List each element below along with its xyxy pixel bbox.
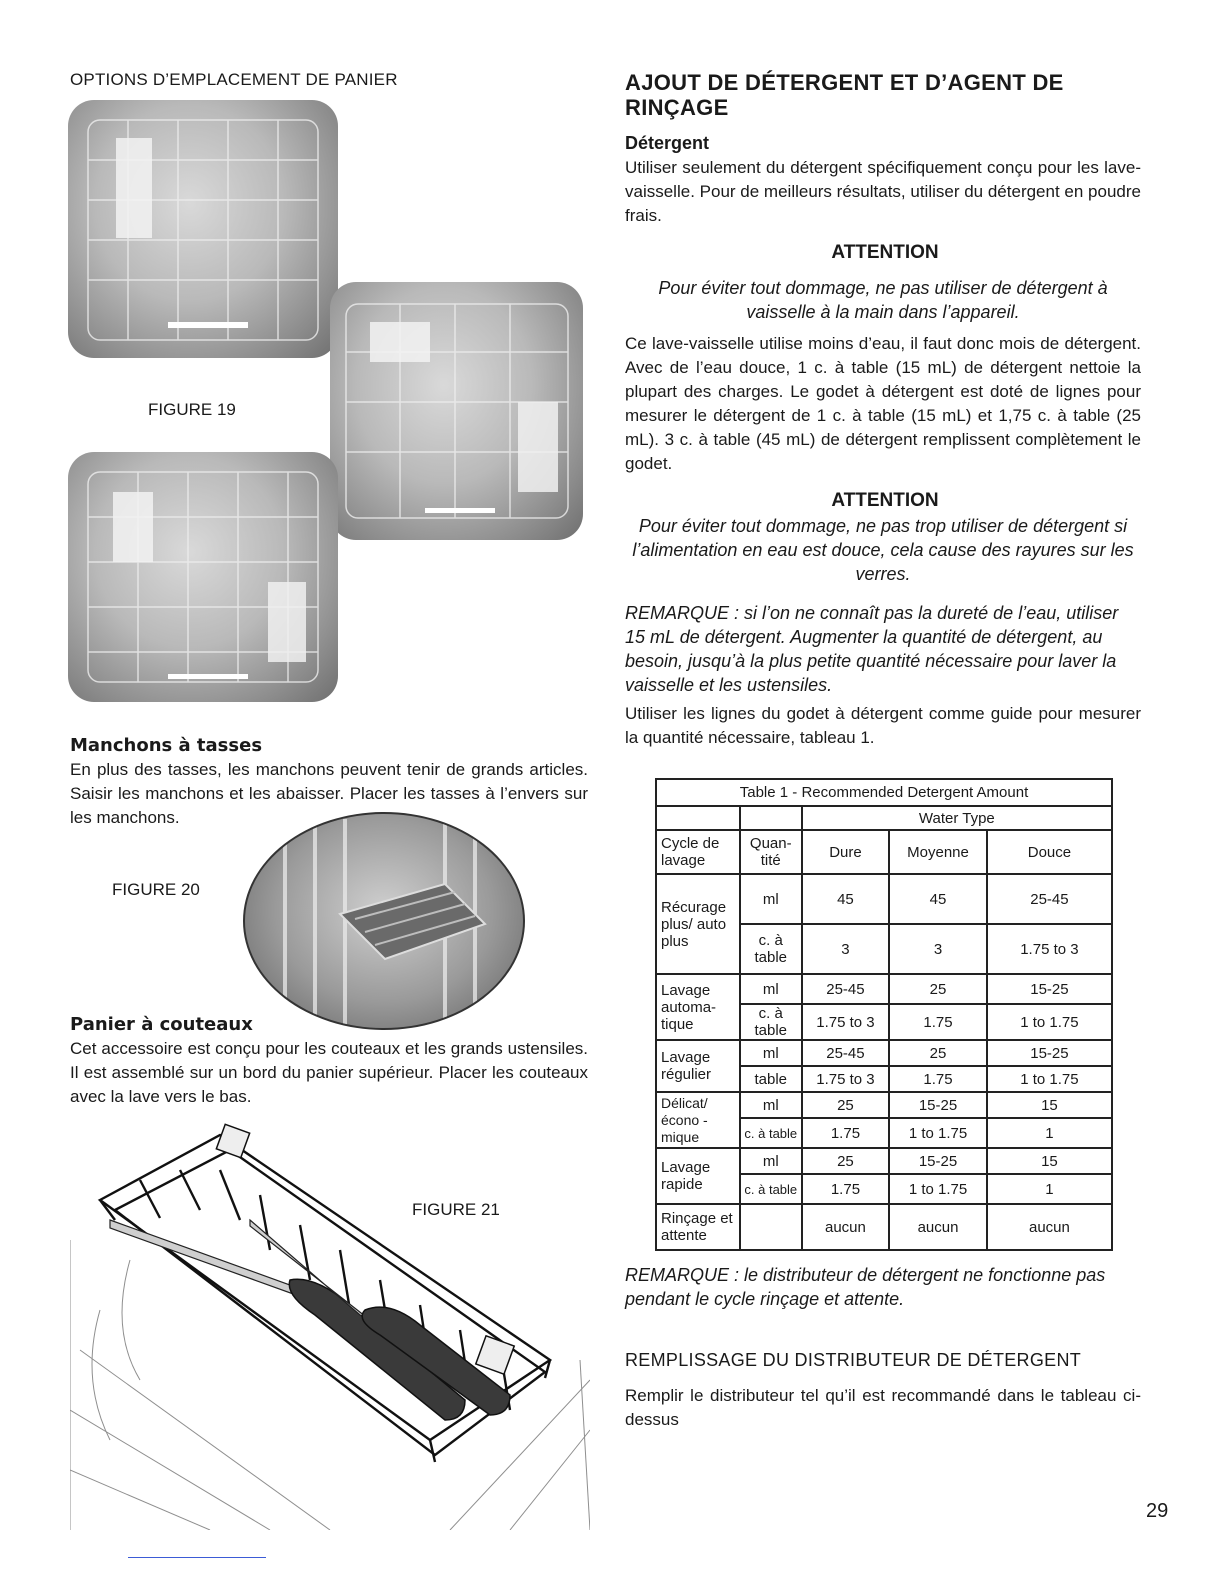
detergent-amount-text: Ce lave-vaisselle utilise moins d’eau, il faut donc mois de détergent. Avec de l’eau douce, 1 c. à table (15 mL) de détergent nettoie la plupart des charges. Le godet à détergent est doté de lignes pour mesurer le détergent de 1 c. à table (15 mL) et 1,75 c. à table (25 mL). 3 c. à table (45 mL) de détergent remplissent complètement le godet. bbox=[625, 334, 1141, 473]
value-moyenne: 1 to 1.75 bbox=[889, 1118, 987, 1148]
rack-photo-top-drawing bbox=[68, 100, 338, 358]
unit-cell: c. à table bbox=[740, 1174, 802, 1204]
attention-text-1: Pour éviter tout dommage, ne pas utiliser de détergent à vaisselle à la main dans l’appareil. bbox=[658, 278, 1108, 322]
value-dure: 1.75 bbox=[802, 1174, 890, 1204]
attention-heading-1: ATTENTION bbox=[831, 242, 939, 263]
value-moyenne: 1.75 bbox=[889, 1066, 987, 1092]
value-dure: 1.75 to 3 bbox=[802, 1066, 890, 1092]
cycle-name: Récurage plus/ auto plus bbox=[656, 874, 740, 974]
cup-shelf-photo bbox=[243, 812, 525, 1030]
value-moyenne: 25 bbox=[889, 974, 987, 1004]
value-dure: 25-45 bbox=[802, 1040, 890, 1066]
measure-guide-text: Utiliser les lignes du godet à détergent comme guide pour mesurer la quantité nécessaire, tableau 1. bbox=[625, 704, 1141, 747]
value-moyenne: 15-25 bbox=[889, 1148, 987, 1174]
detergent-section-title bbox=[625, 70, 1145, 120]
rack-photo-middle-drawing bbox=[330, 282, 583, 540]
unit-cell: ml bbox=[740, 1092, 802, 1118]
value-moyenne: 1.75 bbox=[889, 1004, 987, 1040]
value-douce: 15 bbox=[987, 1092, 1112, 1118]
attention-heading-2: ATTENTION bbox=[831, 490, 939, 511]
value-moyenne: 1 to 1.75 bbox=[889, 1174, 987, 1204]
col-header-quantity: Quan- tité bbox=[740, 830, 802, 874]
col-header-cycle: Cycle de lavage bbox=[656, 830, 740, 874]
cup-shelf-heading: Manchons à tasses bbox=[70, 735, 263, 756]
attention-text-2: Pour éviter tout dommage, ne pas trop utiliser de détergent si l’alimentation en eau est douce, cela cause des rayures sur les verres. bbox=[632, 516, 1134, 584]
remarque-2: REMARQUE : le distributeur de détergent ne fonctionne pas pendant le cycle rinçage et attente. bbox=[625, 1265, 1106, 1309]
value-dure: 25-45 bbox=[802, 974, 890, 1004]
value-moyenne: 15-25 bbox=[889, 1092, 987, 1118]
table-caption: Table 1 - Recommended Detergent Amount bbox=[656, 779, 1112, 806]
cup-shelf-drawing bbox=[245, 814, 523, 1028]
unit-cell: ml bbox=[740, 874, 802, 924]
value-douce: 1 to 1.75 bbox=[987, 1066, 1112, 1092]
col-header-dure: Dure bbox=[802, 830, 890, 874]
col-header-douce: Douce bbox=[987, 830, 1112, 874]
value-dure: 3 bbox=[802, 924, 890, 974]
table-header-empty bbox=[656, 806, 740, 830]
figure-20-label: FIGURE 20 bbox=[112, 880, 200, 899]
rack-photo-bottom-drawing bbox=[68, 452, 338, 702]
unit-cell bbox=[740, 1204, 802, 1250]
value-dure: 45 bbox=[802, 874, 890, 924]
value-douce: 15 bbox=[987, 1148, 1112, 1174]
value-dure: 1.75 bbox=[802, 1118, 890, 1148]
cycle-name: Lavage rapide bbox=[656, 1148, 740, 1204]
value-douce: 15-25 bbox=[987, 974, 1112, 1004]
footer-rule bbox=[128, 1557, 266, 1558]
water-type-header: Water Type bbox=[802, 806, 1112, 830]
unit-cell: c. à table bbox=[740, 1004, 802, 1040]
section-title: OPTIONS D’EMPLACEMENT DE PANIER bbox=[70, 70, 398, 89]
value-dure: 1.75 to 3 bbox=[802, 1004, 890, 1040]
value-moyenne: 3 bbox=[889, 924, 987, 974]
table-row bbox=[656, 1148, 1112, 1174]
value-dure: aucun bbox=[802, 1204, 890, 1250]
cycle-name: Délicat/ écono -mique bbox=[656, 1092, 740, 1148]
knife-basket-illustration bbox=[70, 1110, 590, 1530]
rack-photo-bottom bbox=[68, 452, 338, 702]
title-line-2: RINÇAGE bbox=[625, 95, 729, 120]
value-douce: 1 bbox=[987, 1174, 1112, 1204]
fill-dispenser-heading: REMPLISSAGE DU DISTRIBUTEUR DE DÉTERGENT bbox=[625, 1350, 1082, 1370]
table-row bbox=[656, 874, 1112, 924]
unit-cell: c. à table bbox=[740, 1118, 802, 1148]
figure-21-label: FIGURE 21 bbox=[412, 1200, 500, 1219]
detergent-text: Utiliser seulement du détergent spécifiquement conçu pour les lave-vaisselle. Pour de meilleurs résultats, utiliser du détergent en poudre frais. bbox=[625, 158, 1141, 225]
value-dure: 25 bbox=[802, 1148, 890, 1174]
cycle-name: Lavage automa- tique bbox=[656, 974, 740, 1040]
unit-cell: ml bbox=[740, 1040, 802, 1066]
page-number: 29 bbox=[1146, 1500, 1169, 1522]
table-row bbox=[656, 1204, 1112, 1250]
value-douce: 1 bbox=[987, 1118, 1112, 1148]
title-line-1: AJOUT DE DÉTERGENT ET D’AGENT DE bbox=[625, 70, 1064, 95]
cycle-name: Rinçage et attente bbox=[656, 1204, 740, 1250]
figure-19-label: FIGURE 19 bbox=[148, 400, 236, 419]
knife-basket-heading: Panier à couteaux bbox=[70, 1014, 253, 1035]
value-douce: 15-25 bbox=[987, 1040, 1112, 1066]
table-row bbox=[656, 974, 1112, 1004]
knife-basket-drawing bbox=[70, 1110, 590, 1530]
table-row bbox=[656, 1040, 1112, 1066]
unit-cell: c. à table bbox=[740, 924, 802, 974]
value-douce: 25-45 bbox=[987, 874, 1112, 924]
value-douce: 1 to 1.75 bbox=[987, 1004, 1112, 1040]
value-moyenne: 45 bbox=[889, 874, 987, 924]
knife-basket-text: Cet accessoire est conçu pour les couteaux et les grands ustensiles. Il est assemblé sur un bord du panier supérieur. Placer les couteaux avec la lave vers le bas. bbox=[70, 1039, 588, 1106]
detergent-table bbox=[655, 778, 1113, 1251]
unit-cell: ml bbox=[740, 974, 802, 1004]
unit-cell: table bbox=[740, 1066, 802, 1092]
cup-shelf-text: En plus des tasses, les manchons peuvent tenir de grands articles. Saisir les manchons et les abaisser. Placer les tasses à l’envers sur les manchons. bbox=[70, 760, 588, 827]
col-header-moyenne: Moyenne bbox=[889, 830, 987, 874]
value-douce: aucun bbox=[987, 1204, 1112, 1250]
rack-photo-middle bbox=[330, 282, 583, 540]
table-header-empty bbox=[740, 806, 802, 830]
value-moyenne: 25 bbox=[889, 1040, 987, 1066]
unit-cell: ml bbox=[740, 1148, 802, 1174]
value-moyenne: aucun bbox=[889, 1204, 987, 1250]
value-dure: 25 bbox=[802, 1092, 890, 1118]
table-row bbox=[656, 1092, 1112, 1118]
cycle-name: Lavage régulier bbox=[656, 1040, 740, 1092]
fill-dispenser-text: Remplir le distributeur tel qu’il est recommandé dans le tableau ci-dessus bbox=[625, 1386, 1141, 1429]
rack-photo-top bbox=[68, 100, 338, 358]
detergent-subtitle: Détergent bbox=[625, 133, 710, 153]
remarque-1: REMARQUE : si l’on ne connaît pas la dureté de l’eau, utiliser 15 mL de détergent. Augmenter la quantité de détergent, au besoin, jusqu’à la plus petite quantité nécessaire pour laver la vaisselle et les ustensiles. bbox=[625, 603, 1119, 695]
value-douce: 1.75 to 3 bbox=[987, 924, 1112, 974]
